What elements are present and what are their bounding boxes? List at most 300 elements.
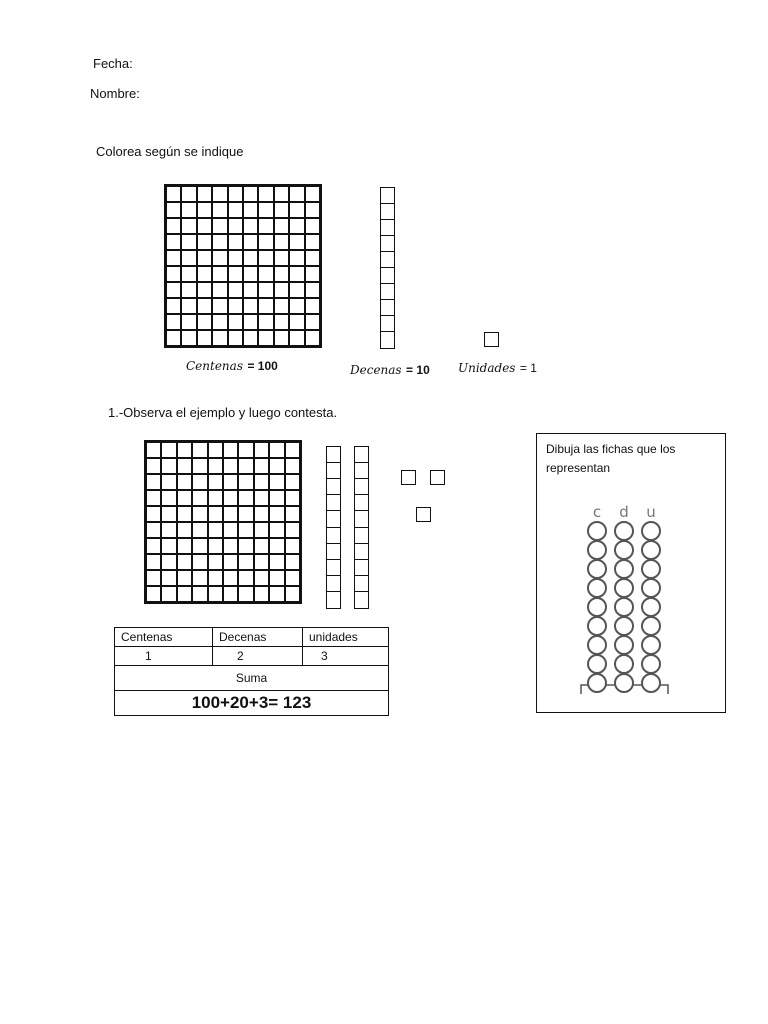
abacus-label-d: d [619, 503, 629, 521]
grid-cell [258, 186, 273, 202]
abacus-bead [588, 522, 606, 540]
grid-cell [181, 330, 196, 346]
grid-cell [161, 586, 176, 602]
hundred-block-legend [164, 184, 322, 348]
grid-cell [177, 442, 192, 458]
grid-cell [289, 234, 304, 250]
grid-cell [285, 586, 300, 602]
grid-cell [228, 298, 243, 314]
table-sum-row [115, 691, 389, 716]
grid-cell [146, 586, 161, 602]
grid-cell [258, 314, 273, 330]
grid-cell [177, 506, 192, 522]
abacus-label-u: u [646, 503, 656, 521]
grid-cell [285, 570, 300, 586]
exercise-prompt: 1.-Observa el ejemplo y luego contesta. [108, 405, 338, 420]
grid-cell [192, 474, 207, 490]
rod-cell [355, 463, 368, 479]
abacus-bead [588, 674, 606, 692]
table-values-row [115, 647, 389, 666]
grid-cell [208, 490, 223, 506]
grid-cell [161, 554, 176, 570]
grid-cell [269, 458, 284, 474]
grid-cell [274, 218, 289, 234]
grid-cell [161, 474, 176, 490]
grid-cell [197, 330, 212, 346]
grid-cell [212, 314, 227, 330]
grid-cell [161, 442, 176, 458]
draw-box-instruction-line-2: representan [546, 461, 611, 475]
rod-cell [355, 544, 368, 560]
centenas-value: = 100 [247, 359, 278, 373]
grid-cell [289, 218, 304, 234]
grid-cell [305, 218, 320, 234]
rod-cell [355, 528, 368, 544]
grid-cell [208, 506, 223, 522]
abacus-bead [642, 598, 660, 616]
grid-cell [238, 458, 253, 474]
table-sum-label: Suma [115, 666, 389, 691]
grid-cell [146, 570, 161, 586]
grid-cell [289, 202, 304, 218]
grid-cell [269, 586, 284, 602]
grid-cell [208, 474, 223, 490]
grid-cell [177, 538, 192, 554]
nombre-label: Nombre: [90, 86, 140, 101]
draw-box-instruction [546, 440, 675, 478]
table-value-decenas: 2 [213, 647, 303, 666]
grid-cell [177, 458, 192, 474]
rod-cell [381, 332, 394, 348]
grid-cell [166, 250, 181, 266]
grid-cell [192, 586, 207, 602]
rod-cell [381, 220, 394, 236]
grid-cell [285, 506, 300, 522]
rod-cell [381, 316, 394, 332]
grid-cell [228, 330, 243, 346]
grid-cell [289, 266, 304, 282]
grid-cell [223, 538, 238, 554]
rod-cell [327, 447, 340, 463]
abacus [537, 498, 727, 698]
grid-cell [223, 442, 238, 458]
grid-cell [166, 282, 181, 298]
rod-cell [355, 576, 368, 592]
grid-cell [285, 554, 300, 570]
grid-cell [212, 282, 227, 298]
abacus-bead [588, 598, 606, 616]
abacus-bead [588, 579, 606, 597]
grid-cell [161, 570, 176, 586]
grid-cell [274, 250, 289, 266]
abacus-bead [642, 522, 660, 540]
hundred-block-example [144, 440, 302, 604]
grid-cell [212, 298, 227, 314]
grid-cell [243, 266, 258, 282]
grid-cell [238, 522, 253, 538]
grid-cell [223, 554, 238, 570]
grid-cell [285, 522, 300, 538]
fecha-label: Fecha: [93, 56, 133, 71]
grid-cell [212, 202, 227, 218]
ten-rod-legend [380, 187, 395, 349]
grid-cell [285, 458, 300, 474]
grid-cell [208, 570, 223, 586]
grid-cell [228, 186, 243, 202]
ten-rod-example-2 [354, 446, 369, 609]
abacus-bead [642, 674, 660, 692]
grid-cell [289, 298, 304, 314]
grid-cell [197, 266, 212, 282]
abacus-bead [615, 617, 633, 635]
grid-cell [208, 442, 223, 458]
rod-cell [327, 592, 340, 608]
grid-cell [212, 218, 227, 234]
ten-rod-example-1 [326, 446, 341, 609]
grid-cell [274, 330, 289, 346]
grid-cell [197, 250, 212, 266]
abacus-bead [642, 636, 660, 654]
grid-cell [289, 314, 304, 330]
grid-cell [192, 554, 207, 570]
grid-cell [161, 522, 176, 538]
rod-cell [327, 576, 340, 592]
grid-cell [269, 522, 284, 538]
unit-cube-example-3 [416, 507, 431, 522]
grid-cell [223, 570, 238, 586]
grid-cell [269, 554, 284, 570]
grid-cell [177, 554, 192, 570]
grid-cell [146, 554, 161, 570]
unit-cube-example-1 [401, 470, 416, 485]
grid-cell [181, 314, 196, 330]
grid-cell [254, 458, 269, 474]
rod-cell [381, 284, 394, 300]
grid-cell [208, 458, 223, 474]
grid-cell [228, 282, 243, 298]
grid-cell [238, 490, 253, 506]
grid-cell [243, 330, 258, 346]
unit-cube-example-2 [430, 470, 445, 485]
grid-cell [238, 506, 253, 522]
abacus-bead [615, 598, 633, 616]
grid-cell [269, 538, 284, 554]
grid-cell [166, 330, 181, 346]
rod-cell [327, 560, 340, 576]
table-header-centenas: Centenas [115, 628, 213, 647]
grid-cell [166, 314, 181, 330]
grid-cell [177, 474, 192, 490]
abacus-bead [615, 541, 633, 559]
centenas-legend [186, 357, 278, 375]
grid-cell [181, 250, 196, 266]
grid-cell [212, 186, 227, 202]
grid-cell [258, 282, 273, 298]
table-header-decenas: Decenas [213, 628, 303, 647]
grid-cell [258, 330, 273, 346]
grid-cell [166, 218, 181, 234]
rod-cell [327, 479, 340, 495]
grid-cell [305, 314, 320, 330]
grid-cell [274, 202, 289, 218]
grid-cell [192, 506, 207, 522]
grid-cell [192, 538, 207, 554]
grid-cell [228, 266, 243, 282]
grid-cell [269, 506, 284, 522]
grid-cell [238, 570, 253, 586]
grid-cell [274, 234, 289, 250]
grid-cell [258, 298, 273, 314]
grid-cell [181, 186, 196, 202]
grid-cell [228, 314, 243, 330]
grid-cell [258, 202, 273, 218]
grid-cell [192, 490, 207, 506]
abacus-bead [588, 560, 606, 578]
rod-cell [327, 544, 340, 560]
grid-cell [212, 250, 227, 266]
abacus-bead [615, 560, 633, 578]
grid-cell [161, 506, 176, 522]
grid-cell [254, 586, 269, 602]
table-value-centenas: 1 [115, 647, 213, 666]
grid-cell [223, 490, 238, 506]
grid-cell [243, 218, 258, 234]
grid-cell [269, 570, 284, 586]
grid-cell [212, 266, 227, 282]
grid-cell [274, 266, 289, 282]
grid-cell [146, 522, 161, 538]
grid-cell [305, 266, 320, 282]
grid-cell [254, 474, 269, 490]
abacus-bead [615, 522, 633, 540]
grid-cell [208, 522, 223, 538]
table-header-unidades: unidades [303, 628, 389, 647]
grid-cell [305, 202, 320, 218]
grid-cell [146, 474, 161, 490]
grid-cell [177, 570, 192, 586]
grid-cell [243, 282, 258, 298]
place-value-table [114, 627, 389, 716]
grid-cell [305, 298, 320, 314]
grid-cell [274, 282, 289, 298]
grid-cell [258, 218, 273, 234]
abacus-bead [588, 655, 606, 673]
grid-cell [254, 554, 269, 570]
grid-cell [197, 202, 212, 218]
rod-cell [381, 236, 394, 252]
table-sum-label-row [115, 666, 389, 691]
grid-cell [161, 538, 176, 554]
rod-cell [327, 495, 340, 511]
rod-cell [327, 528, 340, 544]
grid-cell [181, 266, 196, 282]
grid-cell [269, 474, 284, 490]
grid-cell [285, 474, 300, 490]
rod-cell [381, 300, 394, 316]
grid-cell [289, 282, 304, 298]
grid-cell [223, 522, 238, 538]
grid-cell [305, 186, 320, 202]
abacus-bead [615, 636, 633, 654]
rod-cell [381, 188, 394, 204]
grid-cell [181, 298, 196, 314]
grid-cell [161, 490, 176, 506]
grid-cell [181, 202, 196, 218]
grid-cell [181, 218, 196, 234]
grid-cell [208, 586, 223, 602]
grid-cell [228, 218, 243, 234]
abacus-bead [615, 579, 633, 597]
grid-cell [228, 250, 243, 266]
rod-cell [355, 560, 368, 576]
grid-cell [197, 282, 212, 298]
abacus-bead [642, 560, 660, 578]
grid-cell [254, 442, 269, 458]
grid-cell [258, 266, 273, 282]
grid-cell [192, 522, 207, 538]
grid-cell [274, 186, 289, 202]
grid-cell [238, 554, 253, 570]
grid-cell [238, 442, 253, 458]
grid-cell [305, 330, 320, 346]
rod-cell [355, 592, 368, 608]
grid-cell [238, 474, 253, 490]
table-header-row [115, 628, 389, 647]
grid-cell [197, 186, 212, 202]
grid-cell [166, 234, 181, 250]
grid-cell [274, 298, 289, 314]
grid-cell [269, 490, 284, 506]
grid-cell [243, 234, 258, 250]
abacus-bead [588, 636, 606, 654]
grid-cell [285, 538, 300, 554]
grid-cell [208, 554, 223, 570]
grid-cell [146, 538, 161, 554]
grid-cell [197, 218, 212, 234]
grid-cell [285, 490, 300, 506]
decenas-value: = 10 [406, 363, 430, 377]
grid-cell [243, 250, 258, 266]
grid-cell [243, 186, 258, 202]
rod-cell [381, 204, 394, 220]
grid-cell [305, 234, 320, 250]
grid-cell [228, 234, 243, 250]
grid-cell [212, 330, 227, 346]
grid-cell [254, 522, 269, 538]
draw-box-instruction-line-1: Dibuja las fichas que los [546, 442, 676, 456]
rod-cell [381, 252, 394, 268]
grid-cell [243, 314, 258, 330]
abacus-bead [588, 617, 606, 635]
grid-cell [146, 442, 161, 458]
grid-cell [166, 202, 181, 218]
abacus-bead [588, 541, 606, 559]
grid-cell [192, 458, 207, 474]
grid-cell [166, 266, 181, 282]
unidades-value: = 1 [519, 361, 537, 375]
abacus-bead [642, 579, 660, 597]
decenas-label: Decenas [350, 363, 402, 377]
abacus-bead [642, 655, 660, 673]
rod-cell [355, 495, 368, 511]
instruction-text: Colorea según se indique [96, 144, 244, 159]
grid-cell [208, 538, 223, 554]
grid-cell [289, 330, 304, 346]
grid-cell [289, 250, 304, 266]
grid-cell [243, 298, 258, 314]
rod-cell [355, 511, 368, 527]
grid-cell [181, 282, 196, 298]
grid-cell [177, 586, 192, 602]
rod-cell [355, 479, 368, 495]
grid-cell [274, 314, 289, 330]
grid-cell [305, 250, 320, 266]
grid-cell [197, 298, 212, 314]
grid-cell [212, 234, 227, 250]
abacus-bead [615, 674, 633, 692]
abacus-bead [642, 541, 660, 559]
grid-cell [228, 202, 243, 218]
grid-cell [254, 570, 269, 586]
grid-cell [223, 506, 238, 522]
rod-cell [327, 511, 340, 527]
grid-cell [146, 458, 161, 474]
abacus-bead [615, 655, 633, 673]
grid-cell [146, 506, 161, 522]
grid-cell [177, 490, 192, 506]
grid-cell [223, 586, 238, 602]
grid-cell [305, 282, 320, 298]
draw-box [536, 433, 726, 713]
grid-cell [258, 250, 273, 266]
grid-cell [166, 186, 181, 202]
table-value-unidades: 3 [303, 647, 389, 666]
centenas-label: Centenas [186, 359, 243, 373]
grid-cell [254, 506, 269, 522]
grid-cell [223, 474, 238, 490]
rod-cell [381, 268, 394, 284]
grid-cell [161, 458, 176, 474]
grid-cell [223, 458, 238, 474]
grid-cell [238, 586, 253, 602]
grid-cell [177, 522, 192, 538]
grid-cell [254, 490, 269, 506]
grid-cell [289, 186, 304, 202]
grid-cell [197, 314, 212, 330]
table-sum-expression: 100+20+3= 123 [115, 691, 389, 716]
grid-cell [285, 442, 300, 458]
unidades-legend [458, 359, 537, 377]
grid-cell [243, 202, 258, 218]
unit-cube-legend [484, 332, 499, 347]
grid-cell [254, 538, 269, 554]
grid-cell [146, 490, 161, 506]
rod-cell [355, 447, 368, 463]
grid-cell [258, 234, 273, 250]
rod-cell [327, 463, 340, 479]
abacus-label-c: c [592, 503, 602, 521]
grid-cell [192, 442, 207, 458]
grid-cell [166, 298, 181, 314]
unidades-label: Unidades [458, 361, 516, 375]
grid-cell [197, 234, 212, 250]
grid-cell [192, 570, 207, 586]
abacus-bead [642, 617, 660, 635]
grid-cell [269, 442, 284, 458]
grid-cell [181, 234, 196, 250]
decenas-legend [350, 361, 430, 379]
grid-cell [238, 538, 253, 554]
